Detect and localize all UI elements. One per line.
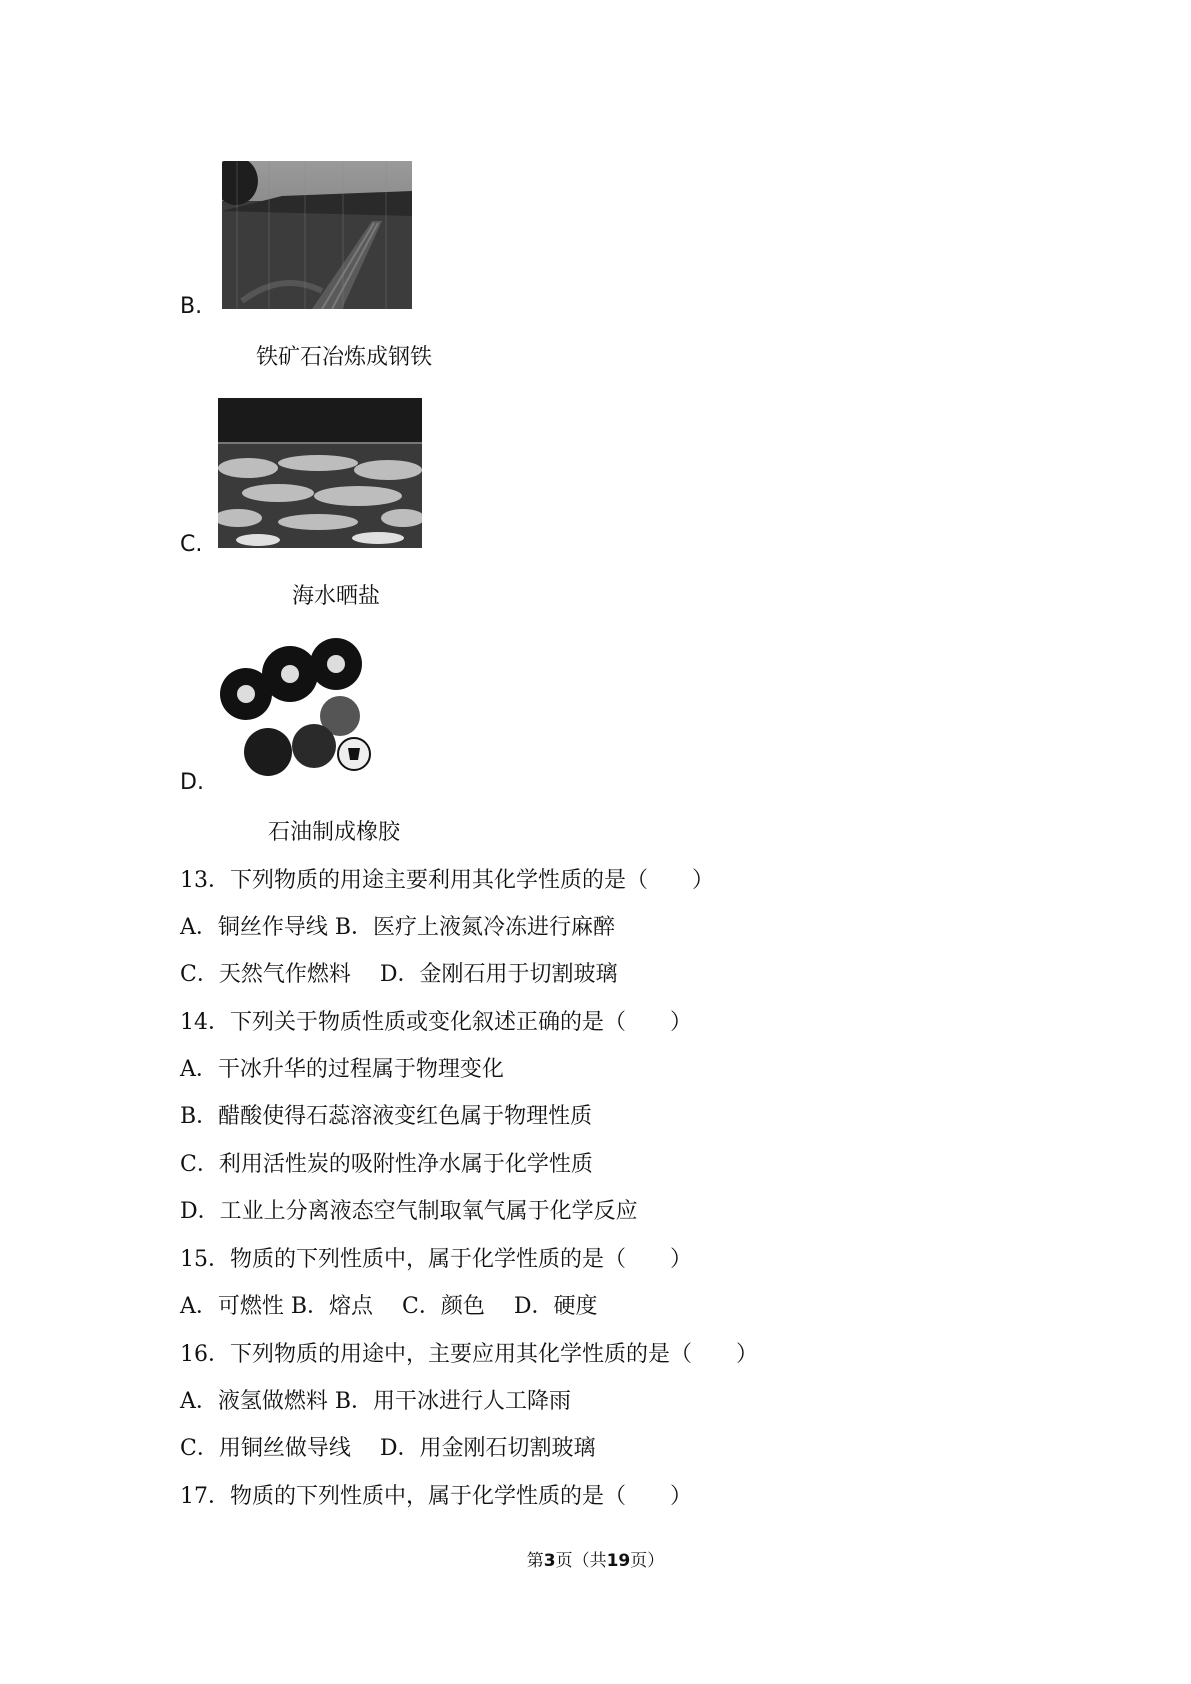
question-14-option-a: A．干冰升华的过程属于物理变化	[180, 1057, 504, 1082]
question-14-option-c: C．利用活性炭的吸附性净水属于化学性质	[180, 1152, 593, 1177]
question-16-stem: 16．下列物质的用途中，主要应用其化学性质的是（ ）	[180, 1342, 758, 1367]
footer-total-pages: 19	[606, 1551, 631, 1571]
question-17-stem: 17．物质的下列性质中，属于化学性质的是（ ）	[180, 1484, 692, 1509]
question-14-option-d: D．工业上分离液态空气制取氧气属于化学反应	[180, 1199, 638, 1224]
option-d-caption: 石油制成橡胶	[268, 820, 401, 845]
option-b-label: B.	[180, 294, 203, 319]
option-c-label: C.	[180, 532, 203, 557]
option-b-caption: 铁矿石冶炼成钢铁	[256, 345, 433, 370]
option-d-label: D.	[180, 770, 204, 795]
question-13-option-line: A．铜丝作导线 B．医疗上液氮冷冻进行麻醉	[180, 915, 616, 940]
question-16-option-line: C．用铜丝做导线 D．用金刚石切割玻璃	[180, 1436, 596, 1461]
question-13-option-line: C．天然气作燃料 D．金刚石用于切割玻璃	[180, 962, 618, 987]
option-c-caption: 海水晒盐	[292, 584, 381, 609]
footer-page-number: 3	[543, 1551, 556, 1571]
question-16-option-line: A．液氢做燃料 B．用干冰进行人工降雨	[180, 1389, 572, 1414]
footer-middle: 页（共	[555, 1551, 607, 1571]
question-15-option-line: A．可燃性 B．熔点 C．颜色 D．硬度	[180, 1294, 598, 1319]
question-14-option-b: B．醋酸使得石蕊溶液变红色属于物理性质	[180, 1104, 593, 1129]
question-13-stem: 13．下列物质的用途主要利用其化学性质的是（ ）	[180, 868, 714, 893]
railway-landscape-image	[222, 161, 412, 309]
question-15-stem: 15．物质的下列性质中，属于化学性质的是（ ）	[180, 1247, 692, 1272]
rubber-tires-image	[218, 634, 376, 784]
page-footer	[0, 1546, 1191, 1571]
sea-salt-field-image	[218, 398, 422, 548]
footer-suffix: 页）	[630, 1551, 665, 1571]
footer-prefix: 第	[526, 1551, 544, 1571]
question-14-stem: 14．下列关于物质性质或变化叙述正确的是（ ）	[180, 1010, 692, 1035]
